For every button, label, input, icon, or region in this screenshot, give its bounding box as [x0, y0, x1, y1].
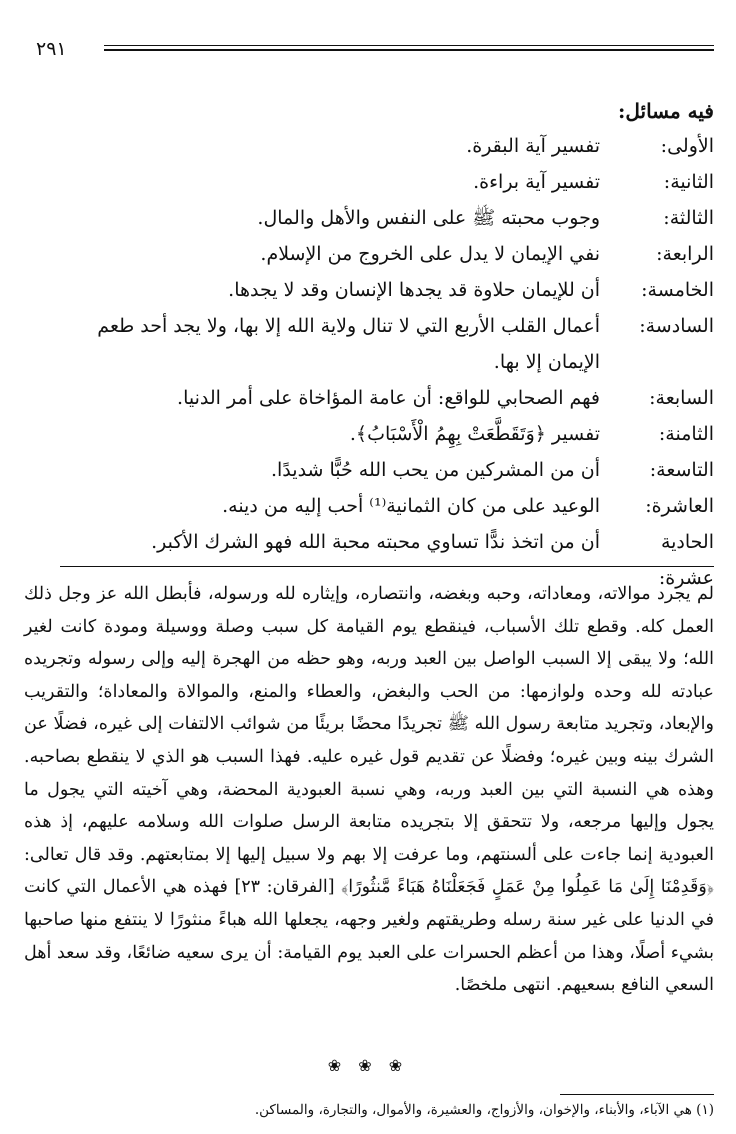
header-rule-thick	[104, 49, 714, 51]
issue-text: أن من المشركين من يحب الله حُبًّا شديدًا.	[270, 459, 600, 481]
issue-label: الثالثة:	[663, 207, 714, 229]
issue-label: الأولى:	[660, 135, 714, 157]
issue-item	[42, 236, 714, 272]
header-rule-thin	[104, 45, 714, 46]
issues-list	[42, 128, 714, 596]
issue-text: أن من اتخذ ندًّا تساوي محبته محبة الله فهو الشرك الأكبر.	[151, 531, 600, 553]
issue-item	[42, 128, 714, 164]
issue-text: تفسير آية براءة.	[473, 171, 600, 193]
issue-label: السابعة:	[649, 387, 714, 409]
issue-label: السادسة:	[639, 315, 714, 337]
issue-text: أن للإيمان حلاوة قد يجدها الإنسان وقد لا يجدها.	[228, 279, 600, 301]
issue-item	[42, 380, 714, 416]
section-separator: ❀ ❀ ❀	[327, 1056, 409, 1075]
page-header	[36, 38, 714, 62]
footnote: (١) هي الآباء، والأبناء، والإخوان، والأزواج، والعشيرة، والأموال، والتجارة، والمساكن.	[254, 1102, 714, 1118]
issue-label: التاسعة:	[649, 459, 714, 481]
issue-text: وجوب محبته ﷺ على النفس والأهل والمال.	[257, 207, 600, 229]
issue-item	[42, 416, 714, 452]
issue-item	[42, 272, 714, 308]
page-number: ٢٩١	[36, 38, 67, 60]
issue-label: الرابعة:	[656, 243, 714, 265]
issue-item	[42, 164, 714, 200]
issue-item	[42, 308, 714, 380]
issue-item	[42, 488, 714, 524]
commentary-text: لم يجرد موالاته، ومعاداته، وحبه وبغضه، وانتصاره، وإيثاره لله ورسوله، فأبطل الله عز وجل ذلك العمل كله. وقطع تلك الأسباب، فينقطع يوم القيامة كل سبب وصلة ووسيلة ومودة كانت لغير الله؛ ولا يبقى إلا السبب الواصل بين العبد وربه، وهو حظه من الهجرة إليه وإلى رسوله وتجريده عبادته لله وحده ولوازمها: من الحب والبغض، والعطاء والمنع، والموالاة والمعاداة؛ والتقريب والإبعاد، وتجريد متابعة رسول الله ﷺ تجريدًا محضًا بريئًا من شوائب الالتفات إلى غيره، فضلًا عن الشرك بينه وبين غيره؛ وفضلًا عن تقديم قول غيره عليه. فهذا السبب هو الذي لا ينقطع بصاحبه. وهذه هي النسبة التي بين العبد وربه، وهي نسبة العبودية المحضة، وهي آخيته التي يجول ما يجول وإليها مرجعه، ولا تتحقق إلا بتجريده متابعة الرسل صلوات الله وسلامه عليهم، إذ هذه العبودية إنما جاءت على ألسنتهم، وما عرفت إلا بهم ولا سبيل إليها إلا بمتابعتهم. وقد قال تعالى: ﴿وَقَدِمْنَا إِلَىٰ مَا عَمِلُوا مِنْ عَمَلٍ فَجَعَلْنَاهُ هَبَاءً مَّنثُورًا﴾ [الفرقان: ٢٣] فهذه هي الأعمال التي كانت في الدنيا على غير سنة رسله وطريقتهم ولغير وجهه، يجعلها الله هباءً منثورًا لا ينتفع منها صاحبها بشيء أصلًا، وهذا من أعظم الحسرات على العبد يوم القيامة: أن يرى سعيه ضائعًا، وقد سعد أهل السعي النافع بسعيهم. انتهى ملخصًا.	[24, 584, 714, 996]
issue-text: نفي الإيمان لا يدل على الخروج من الإسلام.	[260, 243, 600, 265]
issue-label: الثامنة:	[658, 423, 714, 445]
issue-item	[42, 452, 714, 488]
issue-label: العاشرة:	[645, 495, 714, 517]
footnote-rule	[560, 1094, 714, 1095]
commentary-block	[24, 578, 714, 1002]
issue-text: تفسير آية البقرة.	[466, 135, 600, 157]
issue-text: أعمال القلب الأربع التي لا تنال ولاية الله إلا بها، ولا يجد أحد طعم الإيمان إلا بها.	[97, 315, 600, 373]
issue-text: فهم الصحابي للواقع: أن عامة المؤاخاة على أمر الدنيا.	[177, 387, 600, 409]
section-divider	[60, 566, 714, 567]
issue-text: تفسير ﴿وَتَقَطَّعَتْ بِهِمُ الْأَسْبَابُ﴾.	[349, 423, 600, 445]
issue-item	[42, 200, 714, 236]
issue-text: الوعيد على من كان الثمانية⁽¹⁾ أحب إليه من دينه.	[222, 495, 600, 517]
issue-label: الثانية:	[663, 171, 714, 193]
issue-label: الخامسة:	[641, 279, 714, 301]
issue-label: الحادية عشرة:	[658, 531, 714, 589]
section-heading: فيه مسائل:	[617, 99, 714, 123]
